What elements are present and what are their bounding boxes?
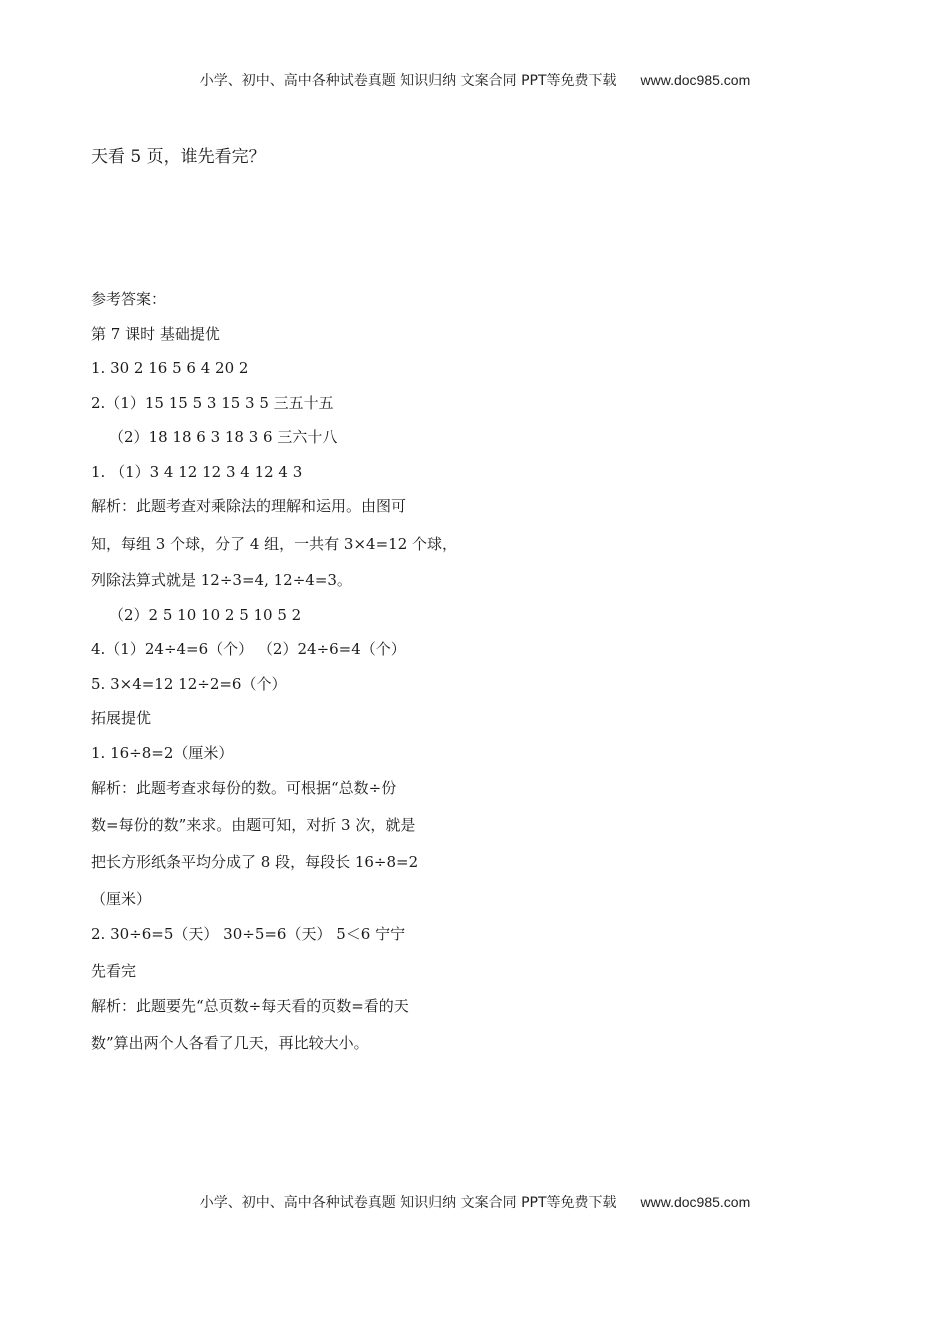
analysis-line: 知，每组 3 个球，分了 4 组，一共有 3×4=12 个球，: [91, 535, 458, 553]
page-footer: [0, 1192, 950, 1212]
page-header: [0, 70, 950, 90]
answer-line: 4.（1）24÷4=6（个） （2）24÷6=4（个）: [91, 640, 406, 658]
answer-line: 1. （1）3 4 12 12 3 4 12 4 3: [91, 463, 303, 481]
header-url[interactable]: www.doc985.com: [640, 72, 751, 88]
analysis-line: 解析：此题考查对乘除法的理解和运用。由图可: [91, 497, 407, 515]
answer-line: （2）18 18 6 3 18 3 6 三六十八: [109, 428, 338, 446]
answer-line: 1. 16÷8=2（厘米）: [91, 744, 234, 762]
answer-line: 1. 30 2 16 5 6 4 20 2: [91, 359, 249, 377]
answer-line: 先看完: [91, 962, 137, 980]
analysis-line: 列除法算式就是 12÷3=4, 12÷4=3。: [91, 571, 352, 589]
answer-line: 2. 30÷6=5（天） 30÷5=6（天） 5＜6 宁宁: [91, 925, 406, 943]
analysis-line: （厘米）: [91, 890, 152, 908]
analysis-line: 解析：此题考查求每份的数。可根据“总数÷份: [91, 779, 397, 797]
analysis-line: 数”算出两个人各看了几天，再比较大小。: [91, 1034, 369, 1052]
question-fragment: 天看 5 页，谁先看完？: [91, 147, 266, 167]
section-basic-heading: 第 7 课时 基础提优: [91, 325, 220, 343]
analysis-line: 数=每份的数”来求。由题可知，对折 3 次，就是: [91, 816, 416, 834]
analysis-line: 解析：此题要先“总页数÷每天看的页数=看的天: [91, 997, 409, 1015]
footer-text: 小学、初中、高中各种试卷真题 知识归纳 文案合同 PPT等免费下载: [199, 1195, 617, 1211]
answer-heading: 参考答案：: [91, 290, 167, 308]
section-extension-heading: 拓展提优: [91, 709, 152, 727]
analysis-line: 把长方形纸条平均分成了 8 段，每段长 16÷8=2: [91, 853, 419, 871]
answer-line: 2.（1）15 15 5 3 15 3 5 三五十五: [91, 394, 334, 412]
header-text: 小学、初中、高中各种试卷真题 知识归纳 文案合同 PPT等免费下载: [199, 73, 617, 89]
footer-url[interactable]: www.doc985.com: [640, 1194, 751, 1210]
answer-line: （2）2 5 10 10 2 5 10 5 2: [109, 606, 302, 624]
answer-line: 5. 3×4=12 12÷2=6（个）: [91, 675, 287, 693]
